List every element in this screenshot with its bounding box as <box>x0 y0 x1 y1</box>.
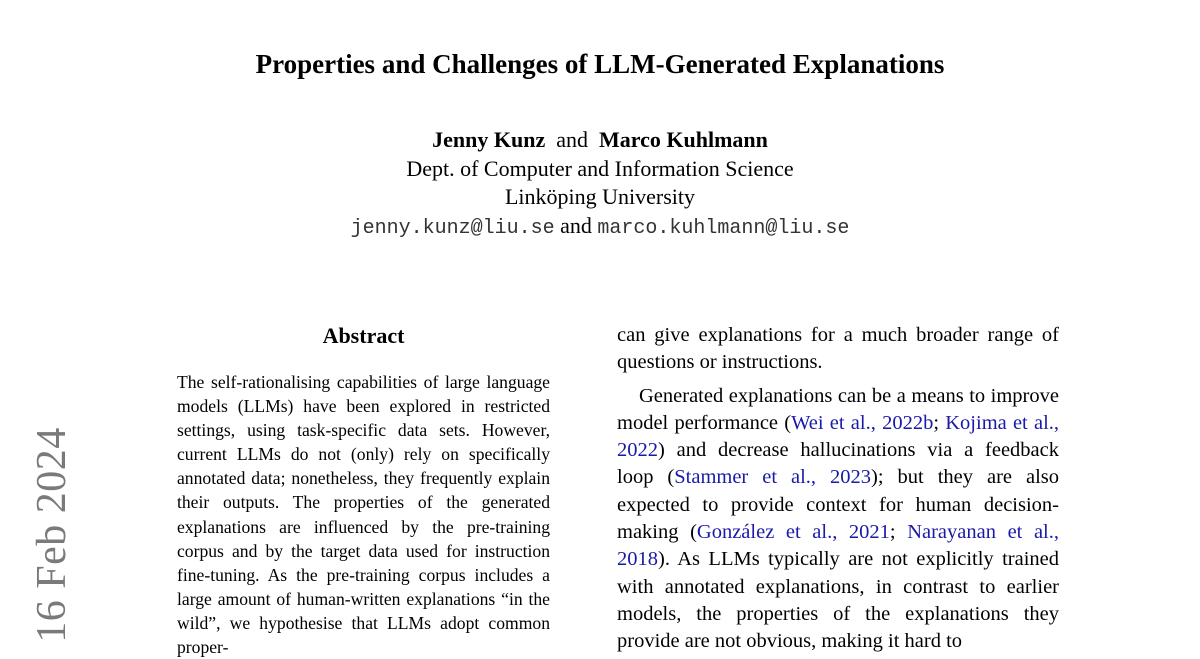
author-emails <box>0 212 1200 244</box>
email-2[interactable]: marco.kuhlmann@liu.se <box>597 216 850 240</box>
paragraph-text: ). As LLMs typically are not explicitly trained with annotated explanations, in contrast to earlier models, the properties of the explanations they provide are not obvious, making it hard to <box>617 548 1059 653</box>
body-paragraph-2 <box>617 383 1059 656</box>
abstract-text: The self-rationalising capabilities of large language models (LLMs) have been explored in restricted settings, using task-specific data sets. However, current LLMs do not (only) rely on specifically annotated data; nonetheless, they frequently explain their outputs. The properties of the generated explanations are influenced by the pre-training corpus and by the target data used for instruction fine-tuning. As the pre-training corpus includes a large amount of human-written explanations “in the wild”, we hypothesise that LLMs adopt common proper- <box>177 372 550 658</box>
citation-separator: ; <box>933 411 946 434</box>
author-conjunction: and <box>556 127 588 152</box>
citation-link[interactable]: Wei et al., 2022b <box>791 411 934 434</box>
email-1[interactable]: jenny.kunz@liu.se <box>350 216 555 240</box>
author-name-1: Jenny Kunz <box>432 127 546 152</box>
paper-title: Properties and Challenges of LLM-Generated Explanations <box>255 49 945 79</box>
affiliation-department: Dept. of Computer and Information Science <box>406 155 794 181</box>
paragraph-text: ) and decrease hallucinations via a feedback loop ( <box>617 439 1059 489</box>
citation-link[interactable]: Stammer et al., 2023 <box>674 466 872 489</box>
citation-link[interactable]: Narayanan et al., 2018 <box>617 521 1059 571</box>
left-column <box>177 322 550 659</box>
email-conjunction: and <box>560 212 592 238</box>
author-name-2: Marco Kuhlmann <box>598 127 768 152</box>
citation-link[interactable]: Kojima et al., 2022 <box>617 411 1060 462</box>
right-column <box>617 322 1059 656</box>
author-names <box>0 126 1200 155</box>
arxiv-date-stamp: 16 Feb 2024 <box>29 427 75 643</box>
body-paragraph-1: can give explanations for a much broader range of questions or instructions. <box>617 324 1059 374</box>
paragraph-text: ); but they are also expected to provide context for human decision-making ( <box>617 466 1059 544</box>
citation-link[interactable]: González et al., 2021 <box>696 521 890 544</box>
citation-separator: ; <box>889 521 908 544</box>
author-block <box>0 126 1200 243</box>
paragraph-text: Generated explanations can be a means to improve model performance ( <box>617 384 1059 434</box>
affiliation-university: Linköping University <box>504 184 696 209</box>
abstract-heading: Abstract <box>322 323 405 348</box>
